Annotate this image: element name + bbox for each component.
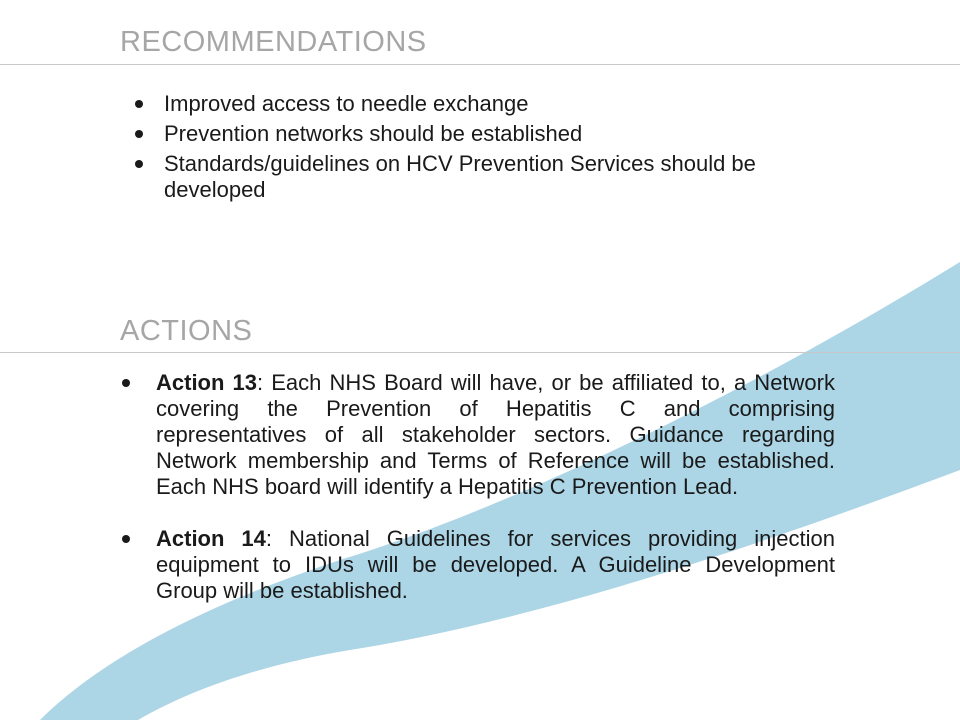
bullet-icon <box>135 160 143 168</box>
action-text: : National Guidelines for services providing injection equipment to IDUs will be developed. A Guideline Development Group will be established. <box>156 526 835 603</box>
recommendation-text: Prevention networks should be established <box>164 121 583 146</box>
bullet-icon <box>122 535 130 543</box>
bullet-icon <box>122 379 130 387</box>
recommendation-text: Standards/guidelines on HCV Prevention Services should be developed <box>164 151 756 202</box>
bullet-icon <box>135 100 143 108</box>
recommendations-list <box>135 91 815 207</box>
bullet-icon <box>135 130 143 138</box>
recommendation-text: Improved access to needle exchange <box>164 91 529 116</box>
action-text: : Each NHS Board will have, or be affiliated to, a Network covering the Prevention of Hepatitis C and comprising representatives of all stakeholder sectors. Guidance regarding Network membership and Terms of Reference will be established. Each NHS board will identify a Hepatitis C Prevention Lead. <box>156 370 835 499</box>
action-item <box>121 526 835 604</box>
action-item <box>121 370 835 500</box>
action-label: Action 13 <box>156 370 258 395</box>
action-label: Action 14 <box>156 526 266 551</box>
recommendations-heading: RECOMMENDATIONS <box>120 26 427 58</box>
actions-list <box>121 370 835 604</box>
actions-heading: ACTIONS <box>120 315 253 347</box>
actions-divider <box>0 352 960 353</box>
recommendation-item <box>135 151 815 203</box>
recommendation-item <box>135 91 815 117</box>
recommendation-item <box>135 121 815 147</box>
recommendations-divider <box>0 64 960 65</box>
